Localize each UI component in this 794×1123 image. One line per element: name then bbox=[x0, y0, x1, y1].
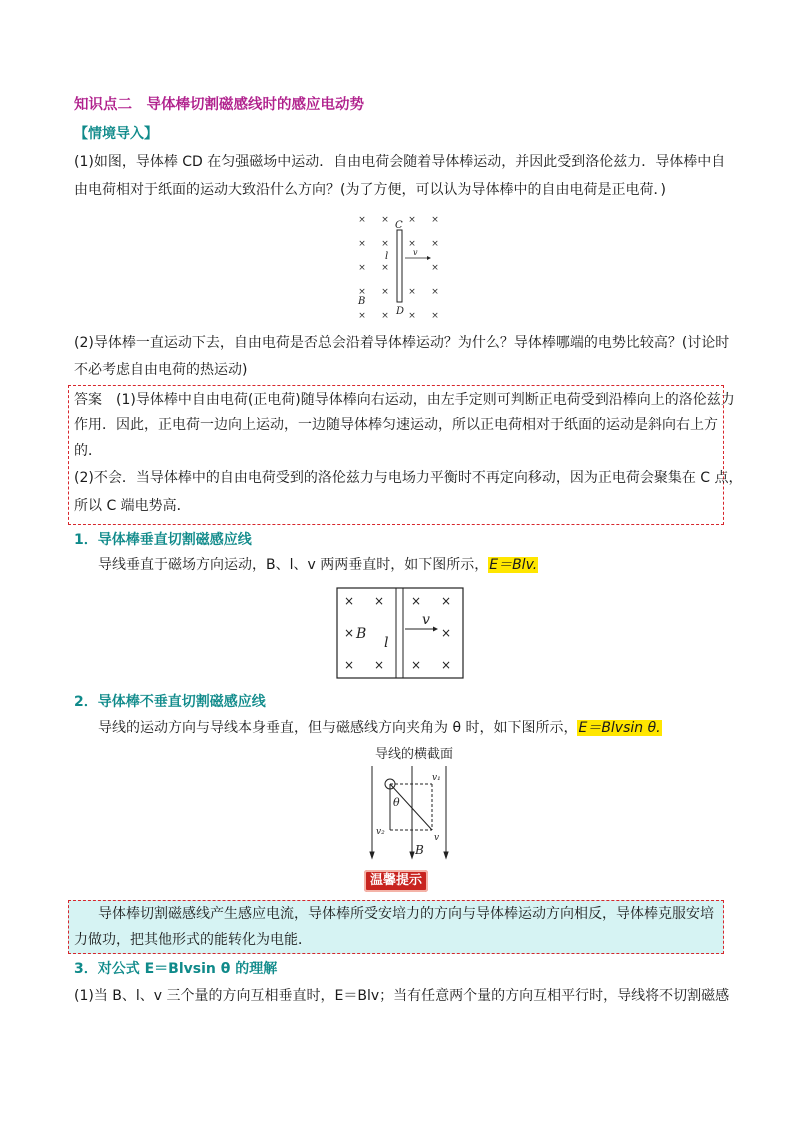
label-b: B bbox=[356, 626, 367, 642]
cross-mark: × bbox=[358, 239, 366, 249]
cross-mark: × bbox=[343, 594, 355, 608]
label-b: B bbox=[358, 296, 366, 307]
cross-mark: × bbox=[373, 594, 385, 608]
cross-mark: × bbox=[381, 263, 389, 273]
cross-mark: × bbox=[358, 215, 366, 225]
cross-mark: × bbox=[431, 239, 439, 249]
question-2-line-1: (2)导体棒一直运动下去，自由电荷是否总会沿着导体棒运动？为什么？导体棒哪端的电势比较高？(讨论时 bbox=[74, 335, 730, 351]
cross-mark: × bbox=[358, 287, 366, 297]
answer-line-4: (2)不会．当导体棒中的自由电荷受到的洛伦兹力与电场力平衡时不再定向移动，因为正电荷会聚集在 C 点， bbox=[74, 470, 743, 486]
section-heading: 知识点二 导体棒切割磁感线时的感应电动势 bbox=[74, 97, 364, 113]
question-1-line-2: 由电荷相对于纸面的运动大致沿什么方向？(为了方便，可以认为导体棒中的自由电荷是正电荷．) bbox=[74, 182, 666, 198]
answer-line-5: 所以 C 端电势高． bbox=[74, 498, 191, 514]
figure-oblique-cut bbox=[364, 742, 464, 862]
label-theta: θ bbox=[393, 796, 400, 809]
cross-mark: × bbox=[381, 311, 389, 321]
point-1-formula: E＝Blv. bbox=[489, 557, 538, 573]
cross-mark: × bbox=[431, 215, 439, 225]
cross-mark: × bbox=[408, 215, 416, 225]
cross-mark: × bbox=[431, 263, 439, 273]
point-1-body: 导线垂直于磁场方向运动，B、l、v 两两垂直时，如下图所示， bbox=[98, 557, 489, 573]
cross-mark: × bbox=[373, 658, 385, 672]
answer-line-3: 的． bbox=[74, 443, 102, 459]
point-3-title: 3．对公式 E＝Blvsin θ 的理解 bbox=[74, 961, 278, 977]
answer-line-2: 作用．因此，正电荷一边向上运动，一边随导体棒匀速运动，所以正电荷相对于纸面的运动是斜向右上方 bbox=[74, 417, 718, 433]
cross-mark: × bbox=[381, 239, 389, 249]
point-1-title: 1．导体棒垂直切割磁感应线 bbox=[74, 532, 252, 548]
point-2-text bbox=[98, 718, 662, 738]
point-1-text bbox=[98, 555, 538, 575]
cross-mark: × bbox=[343, 658, 355, 672]
cross-mark: × bbox=[381, 215, 389, 225]
cross-mark: × bbox=[408, 287, 416, 297]
question-2-line-2: 不必考虑自由电荷的热运动) bbox=[74, 362, 248, 378]
answer-line-1: 答案 (1)导体棒中自由电荷(正电荷)随导体棒向右运动，由左手定则可判断正电荷受到沿棒向上的洛伦兹力 bbox=[74, 392, 735, 408]
cross-mark: × bbox=[358, 311, 366, 321]
point-3-text: (1)当 B、l、v 三个量的方向互相垂直时，E＝Blv；当有任意两个量的方向互相平行时，导线将不切割磁感 bbox=[74, 988, 730, 1004]
point-2-body: 导线的运动方向与导线本身垂直，但与磁感线方向夹角为 θ 时，如下图所示， bbox=[98, 720, 578, 736]
cross-mark: × bbox=[408, 239, 416, 249]
cross-mark: × bbox=[440, 658, 452, 672]
cross-mark: × bbox=[431, 311, 439, 321]
label-v1: v₁ bbox=[432, 773, 441, 783]
cross-mark: × bbox=[381, 287, 389, 297]
label-v: v bbox=[422, 612, 430, 628]
label-v: v bbox=[434, 833, 440, 843]
figure-caption: 导线的横截面 bbox=[374, 747, 454, 762]
tip-line-2: 力做功，把其他形式的能转化为电能． bbox=[74, 932, 312, 948]
label-v2: v₂ bbox=[376, 827, 385, 837]
cross-mark: × bbox=[343, 626, 355, 640]
label-c: C bbox=[395, 220, 403, 231]
label-b: B bbox=[415, 843, 424, 857]
figure-rod-cd bbox=[350, 208, 450, 324]
cross-mark: × bbox=[431, 287, 439, 297]
point-2-title: 2．导体棒不垂直切割磁感应线 bbox=[74, 694, 266, 710]
figure-perpendicular-cut bbox=[336, 587, 464, 679]
cross-mark: × bbox=[408, 311, 416, 321]
label-l: l bbox=[385, 251, 389, 262]
tip-badge: 温馨提示 bbox=[364, 870, 428, 892]
cross-mark: × bbox=[410, 658, 422, 672]
label-v: v bbox=[413, 248, 418, 257]
intro-tag: 【情境导入】 bbox=[74, 126, 158, 142]
label-d: D bbox=[396, 306, 405, 317]
cross-mark: × bbox=[358, 263, 366, 273]
question-1-line-1: (1)如图，导体棒 CD 在匀强磁场中运动．自由电荷会随着导体棒运动，并因此受到洛伦兹力．导体棒中自 bbox=[74, 154, 726, 170]
cross-mark: × bbox=[440, 594, 452, 608]
cross-mark: × bbox=[410, 594, 422, 608]
label-l: l bbox=[384, 635, 389, 651]
tip-line-1: 导体棒切割磁感线产生感应电流，导体棒所受安培力的方向与导体棒运动方向相反，导体棒克服安培 bbox=[98, 906, 714, 922]
point-2-formula: E＝Blvsin θ. bbox=[578, 720, 661, 736]
rod-cd bbox=[397, 230, 402, 302]
cross-mark: × bbox=[440, 626, 452, 640]
